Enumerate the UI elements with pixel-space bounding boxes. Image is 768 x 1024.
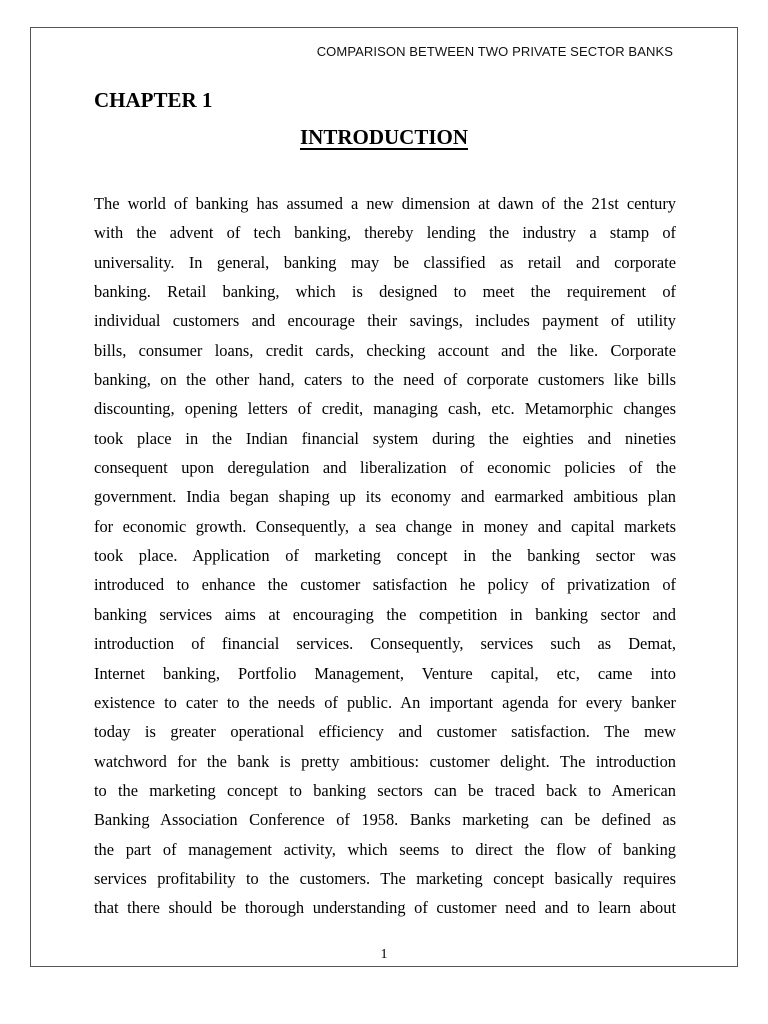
- body-line: banking services aims at encouraging the competition in banking sector and: [94, 604, 676, 624]
- body-line: universality. In general, banking may be classified as retail and corporate: [94, 252, 676, 272]
- running-header: COMPARISON BETWEEN TWO PRIVATE SECTOR BANKS: [316, 44, 673, 59]
- body-line: consequent upon deregulation and liberalization of economic policies of the: [94, 458, 676, 478]
- body-line: bills, consumer loans, credit cards, checking account and the like. Corporate: [94, 340, 676, 360]
- body-line: introduced to enhance the customer satisfaction he policy of privatization of: [94, 575, 676, 595]
- body-line: watchword for the bank is pretty ambitious: customer delight. The introduction: [94, 751, 676, 771]
- body-line: banking, on the other hand, caters to the need of corporate customers like bills: [94, 370, 676, 390]
- body-line: the part of management activity, which seems to direct the flow of banking: [94, 839, 676, 859]
- body-line: banking. Retail banking, which is designed to meet the requirement of: [94, 282, 676, 302]
- body-line: government. India began shaping up its economy and earmarked ambitious plan: [94, 487, 676, 507]
- body-line: for economic growth. Consequently, a sea change in money and capital markets: [94, 516, 676, 536]
- body-line: individual customers and encourage their savings, includes payment of utility: [94, 311, 676, 331]
- section-title: INTRODUCTION: [299, 125, 469, 149]
- chapter-label: CHAPTER 1: [94, 88, 213, 112]
- page-number: 1: [380, 947, 388, 962]
- body-line: existence to cater to the needs of public. An important agenda for every banker: [94, 692, 676, 712]
- body-line: The world of banking has assumed a new dimension at dawn of the 21st century: [94, 194, 676, 213]
- body-line: Banking Association Conference of 1958. Banks marketing can be defined as: [94, 810, 676, 830]
- body-line: introduction of financial services. Consequently, services such as Demat,: [94, 634, 676, 654]
- body-line: with the advent of tech banking, thereby lending the industry a stamp of: [94, 223, 676, 243]
- body-line: took place in the Indian financial system during the eighties and nineties: [94, 428, 676, 448]
- body-line: Internet banking, Portfolio Management, Venture capital, etc, came into: [94, 663, 676, 683]
- body-line: discounting, opening letters of credit, managing cash, etc. Metamorphic changes: [94, 399, 676, 419]
- body-line: services profitability to the customers. The marketing concept basically requires: [94, 868, 676, 888]
- body-line: took place. Application of marketing concept in the banking sector was: [94, 546, 676, 566]
- body-line: that there should be thorough understanding of customer need and to learn about: [94, 898, 676, 918]
- body-paragraph: [94, 189, 676, 923]
- body-line: today is greater operational efficiency and customer satisfaction. The mew: [94, 722, 676, 742]
- body-line: to the marketing concept to banking sectors can be traced back to American: [94, 780, 676, 800]
